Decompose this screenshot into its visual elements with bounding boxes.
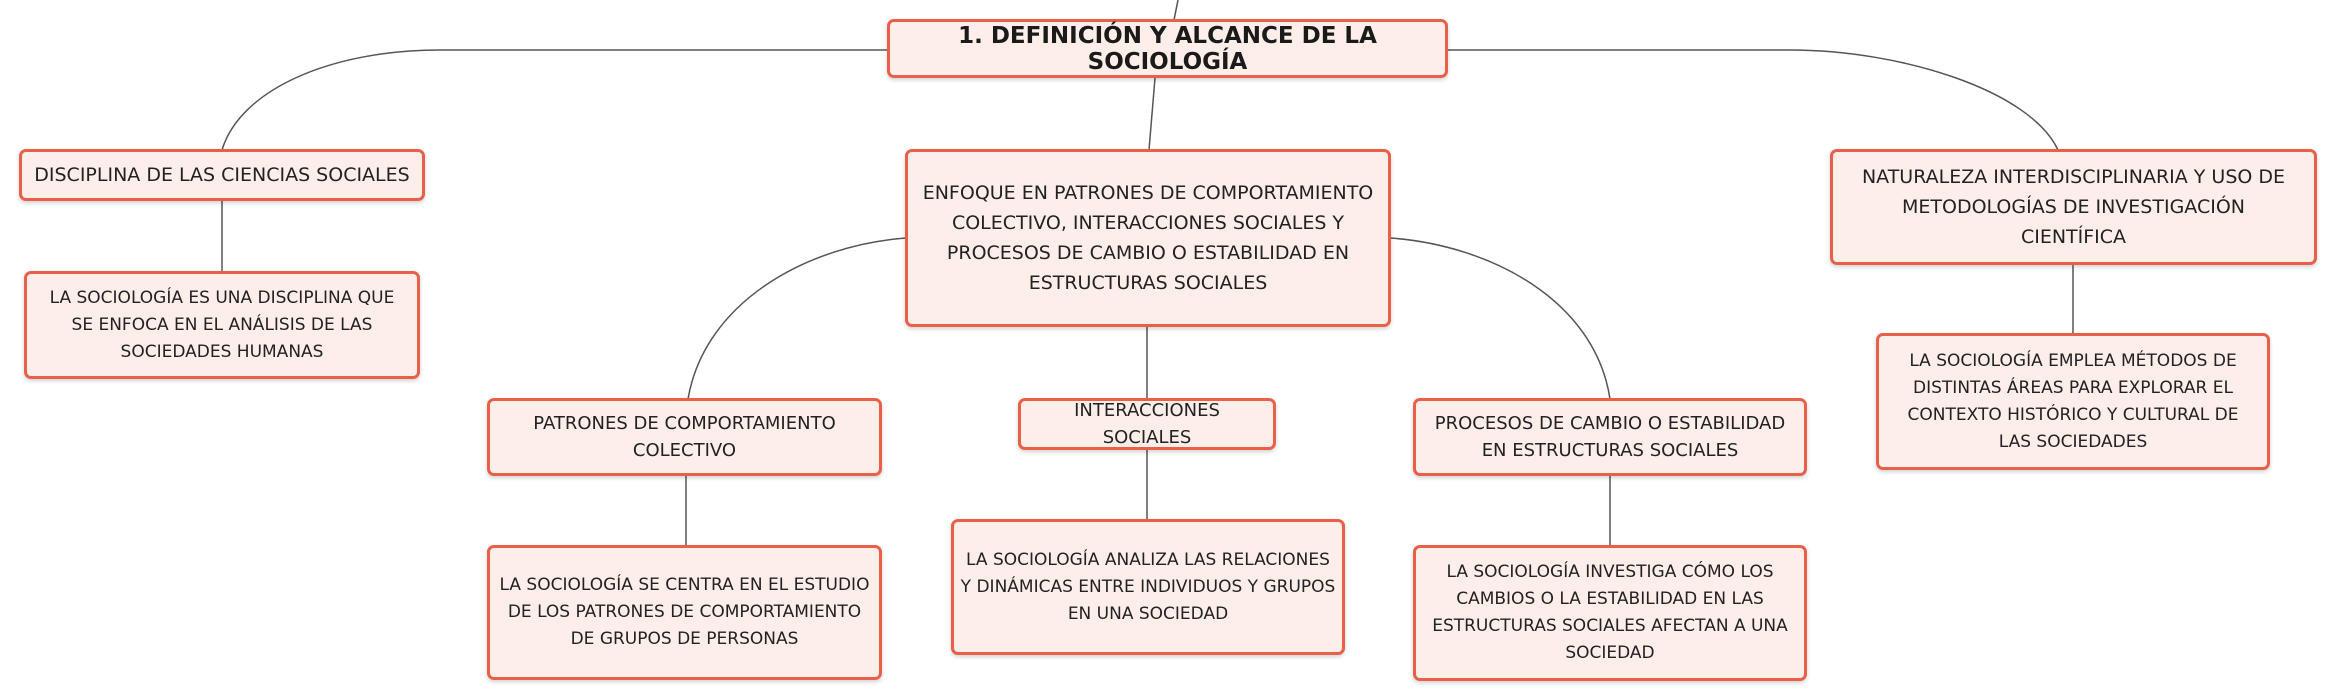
topic-enfoque-label: ENFOQUE EN PATRONES DE COMPORTAMIENTO COLECTIVO, INTERACCIONES SOCIALES Y PROCESOS DE CAMBIO O ESTABILIDAD EN ESTRUCTURAS SOCIALES bbox=[922, 182, 1374, 294]
topic-interacciones[interactable] bbox=[1018, 398, 1276, 450]
topic-disciplina[interactable] bbox=[19, 149, 425, 201]
topic-naturaleza-label: NATURALEZA INTERDISCIPLINARIA Y USO DE METODOLOGÍAS DE INVESTIGACIÓN CIENTÍFICA bbox=[1861, 166, 2286, 248]
connector-root-parent bbox=[1174, 0, 1178, 20]
topic-disciplina-label: DISCIPLINA DE LAS CIENCIAS SOCIALES bbox=[34, 164, 410, 186]
connector-center-patrones bbox=[688, 238, 906, 399]
topic-procesos[interactable] bbox=[1413, 398, 1807, 476]
detail-patrones[interactable] bbox=[487, 545, 882, 680]
root-topic[interactable] bbox=[887, 19, 1448, 78]
detail-procesos-text: LA SOCIOLOGÍA INVESTIGA CÓMO LOS CAMBIOS O LA ESTABILIDAD EN LAS ESTRUCTURAS SOCIALES AFECTAN A UNA SOCIEDAD bbox=[1432, 562, 1788, 663]
root-topic-label: 1. DEFINICIÓN Y ALCANCE DE LA SOCIOLOGÍA bbox=[958, 22, 1377, 75]
detail-procesos[interactable] bbox=[1413, 545, 1807, 681]
connector-root-right bbox=[1448, 50, 2058, 150]
connector-root-left bbox=[222, 50, 888, 150]
topic-patrones[interactable] bbox=[487, 398, 882, 476]
detail-interacciones[interactable] bbox=[951, 519, 1345, 655]
connector-root-center bbox=[1149, 78, 1155, 150]
detail-disciplina-text: LA SOCIOLOGÍA ES UNA DISCIPLINA QUE SE ENFOCA EN EL ANÁLISIS DE LAS SOCIEDADES HUMANAS bbox=[49, 287, 395, 362]
topic-interacciones-label: INTERACCIONES SOCIALES bbox=[1074, 400, 1220, 448]
detail-interacciones-text: LA SOCIOLOGÍA ANALIZA LAS RELACIONES Y DINÁMICAS ENTRE INDIVIDUOS Y GRUPOS EN UNA SOCIEDAD bbox=[960, 549, 1336, 624]
connector-center-procesos bbox=[1390, 238, 1610, 399]
topic-patrones-label: PATRONES DE COMPORTAMIENTO COLECTIVO bbox=[533, 413, 836, 461]
topic-procesos-label: PROCESOS DE CAMBIO O ESTABILIDAD EN ESTRUCTURAS SOCIALES bbox=[1434, 413, 1786, 461]
detail-naturaleza-text: LA SOCIOLOGÍA EMPLEA MÉTODOS DE DISTINTAS ÁREAS PARA EXPLORAR EL CONTEXTO HISTÓRICO Y CULTURAL DE LAS SOCIEDADES bbox=[1907, 350, 2239, 452]
detail-disciplina[interactable] bbox=[24, 271, 420, 379]
detail-naturaleza[interactable] bbox=[1876, 333, 2270, 470]
topic-naturaleza[interactable] bbox=[1830, 149, 2317, 265]
detail-patrones-text: LA SOCIOLOGÍA SE CENTRA EN EL ESTUDIO DE LOS PATRONES DE COMPORTAMIENTO DE GRUPOS DE PERSONAS bbox=[499, 575, 870, 649]
topic-enfoque[interactable] bbox=[905, 149, 1391, 327]
